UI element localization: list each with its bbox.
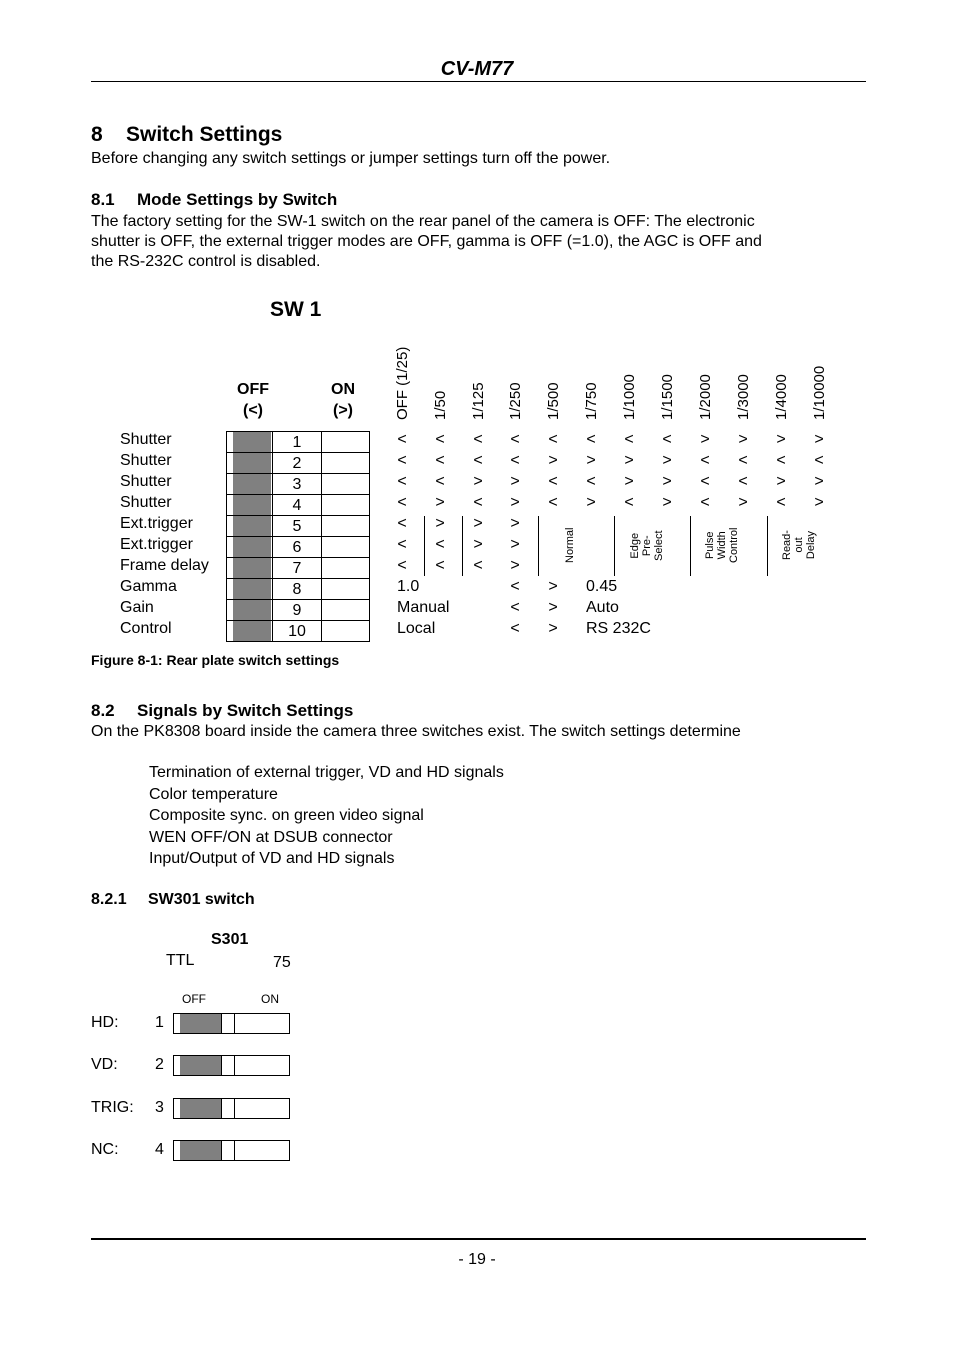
sw1-off-symbol: < (510, 578, 520, 595)
sw1-on-cell (321, 431, 370, 453)
shutter-speed-header: 1/750 (583, 382, 600, 420)
trigger-mode-separator (767, 516, 768, 576)
shutter-setting-cell: < (548, 473, 558, 490)
s301-row-label: NC: (91, 1141, 119, 1158)
s81-line-2: shutter is OFF, the external trigger modes are OFF, gamma is OFF (=1.0), the AGC is OFF and (91, 233, 762, 250)
shutter-setting-cell: < (435, 473, 445, 490)
trigger-setting-cell: > (473, 515, 483, 532)
sw1-row-label: Ext.trigger (120, 536, 193, 553)
shutter-setting-cell: < (397, 452, 407, 469)
shutter-setting-cell: < (700, 473, 710, 490)
shutter-speed-header: 1/125 (470, 382, 487, 420)
subsection-821-heading (91, 891, 255, 909)
trigger-setting-cell: > (510, 557, 520, 574)
s82-item: Termination of external trigger, VD and HD signals (149, 764, 504, 781)
subsection-82-number: 8.2 (91, 701, 115, 720)
shutter-setting-cell: < (700, 494, 710, 511)
subsection-81-title: Mode Settings by Switch (137, 190, 338, 209)
sw1-on-header (318, 379, 368, 421)
s301-divider (221, 1013, 222, 1034)
trigger-setting-cell: < (473, 557, 483, 574)
shutter-speed-header: 1/1000 (621, 374, 638, 420)
s301-switch-actuator (180, 1014, 221, 1033)
sw1-switch-number: 9 (272, 599, 322, 621)
shutter-setting-cell: > (624, 473, 634, 490)
section-intro: Before changing any switch settings or jumper settings turn off the power. (91, 150, 611, 167)
s301-divider (234, 1098, 235, 1119)
shutter-speed-header: 1/10000 (811, 365, 828, 420)
shutter-setting-cell: < (814, 452, 824, 469)
sw1-switch-number: 3 (272, 473, 322, 495)
trigger-setting-cell: < (435, 536, 445, 553)
sw1-switch-number: 4 (272, 494, 322, 516)
s82-item: Composite sync. on green video signal (149, 807, 424, 824)
shutter-setting-cell: < (738, 473, 748, 490)
sw1-on-symbol: (>) (333, 402, 353, 419)
sw1-switch-actuator (233, 516, 271, 536)
trigger-setting-cell: > (510, 515, 520, 532)
shutter-setting-cell: < (473, 452, 483, 469)
s301-off-label: OFF (182, 992, 206, 1006)
shutter-setting-cell: < (548, 431, 558, 448)
sw1-switch-number: 1 (272, 431, 322, 453)
shutter-setting-cell: < (586, 473, 596, 490)
s301-switch-actuator (180, 1141, 221, 1160)
sw1-switch-actuator (233, 558, 271, 578)
s301-75-label: 75 (273, 954, 291, 971)
sw1-on-cell (321, 578, 370, 600)
section-heading (91, 123, 282, 147)
shutter-setting-cell: < (624, 431, 634, 448)
subsection-821-number: 8.2.1 (91, 891, 127, 908)
shutter-setting-cell: > (435, 494, 445, 511)
sw1-on-label: ON (331, 381, 355, 398)
shutter-setting-cell: > (548, 452, 558, 469)
trigger-mode-separator (690, 516, 691, 576)
shutter-setting-cell: > (700, 431, 710, 448)
trigger-mode-label: Normal (564, 527, 576, 563)
shutter-speed-header: OFF (1/25) (394, 346, 411, 420)
trigger-setting-cell: < (397, 557, 407, 574)
sw1-row-label: Gain (120, 599, 154, 616)
s301-switch-actuator (180, 1099, 221, 1118)
sw1-row-label: Control (120, 620, 172, 637)
sw1-row-label: Ext.trigger (120, 515, 193, 532)
trigger-setting-cell: > (473, 536, 483, 553)
shutter-speed-header: 1/1500 (659, 374, 676, 420)
trigger-mode-separator (614, 516, 615, 576)
trigger-setting-cell: > (435, 515, 445, 532)
sw1-row-label: Shutter (120, 452, 172, 469)
sw1-switch-number: 8 (272, 578, 322, 600)
sw1-row-label: Shutter (120, 431, 172, 448)
s81-line-1: The factory setting for the SW-1 switch on the rear panel of the camera is OFF: The electronic (91, 213, 755, 230)
sw1-on-value: RS 232C (586, 620, 651, 637)
sw1-off-label: OFF (237, 381, 269, 398)
shutter-setting-cell: > (814, 473, 824, 490)
document-title: CV-M77 (440, 58, 514, 80)
sw1-title: SW 1 (270, 298, 322, 321)
subsection-82-title: Signals by Switch Settings (137, 701, 354, 720)
s301-row-label: TRIG: (91, 1099, 134, 1116)
sw1-switch-number: 10 (272, 620, 322, 642)
shutter-speed-header: 1/2000 (697, 374, 714, 420)
sw1-off-value: Manual (397, 599, 450, 616)
trigger-mode-label: Read- out Delay (781, 530, 817, 560)
shutter-setting-cell: < (473, 494, 483, 511)
shutter-setting-cell: > (814, 494, 824, 511)
shutter-speed-header: 1/4000 (773, 374, 790, 420)
sw1-on-cell (321, 494, 370, 516)
sw1-on-symbol: > (548, 620, 558, 637)
sw1-on-cell (321, 620, 370, 642)
s301-row-label: HD: (91, 1014, 119, 1031)
sw1-on-cell (321, 557, 370, 579)
shutter-setting-cell: > (473, 473, 483, 490)
shutter-setting-cell: > (662, 473, 672, 490)
subsection-81-number: 8.1 (91, 190, 115, 209)
shutter-setting-cell: > (662, 452, 672, 469)
sw1-off-symbol: < (510, 620, 520, 637)
trigger-setting-cell: < (397, 536, 407, 553)
s301-divider (221, 1055, 222, 1076)
trigger-mode-label: Edge Pre- Select (629, 529, 665, 561)
page-number: - 19 - (458, 1251, 496, 1268)
shutter-setting-cell: < (510, 452, 520, 469)
s301-divider (234, 1055, 235, 1076)
shutter-setting-cell: < (738, 452, 748, 469)
shutter-setting-cell: < (776, 494, 786, 511)
sw1-row-label: Shutter (120, 473, 172, 490)
shutter-speed-header: 1/3000 (735, 374, 752, 420)
shutter-setting-cell: > (662, 494, 672, 511)
s301-row-number: 4 (155, 1141, 164, 1158)
s301-divider (221, 1098, 222, 1119)
s82-item: Color temperature (149, 786, 278, 803)
sw1-switch-actuator (233, 432, 271, 452)
section-title: Switch Settings (126, 123, 283, 146)
sw1-on-cell (321, 536, 370, 558)
s82-intro: On the PK8308 board inside the camera three switches exist. The switch settings determine (91, 723, 741, 740)
shutter-speed-header: 1/500 (545, 382, 562, 420)
sw1-off-symbol: (<) (243, 402, 263, 419)
trigger-mode-separator (538, 516, 539, 576)
sw1-switch-number: 5 (272, 515, 322, 537)
s301-row-number: 1 (155, 1014, 164, 1031)
shutter-setting-cell: > (776, 431, 786, 448)
footer-rule (91, 1238, 866, 1240)
shutter-setting-cell: < (435, 431, 445, 448)
s301-divider (234, 1140, 235, 1161)
s301-divider (221, 1140, 222, 1161)
shutter-setting-cell: > (814, 431, 824, 448)
figure-caption: Figure 8-1: Rear plate switch settings (91, 652, 340, 668)
shutter-setting-cell: < (586, 431, 596, 448)
shutter-setting-cell: < (548, 494, 558, 511)
sw1-on-cell (321, 599, 370, 621)
s301-row-number: 3 (155, 1099, 164, 1116)
sw1-switch-number: 6 (272, 536, 322, 558)
shutter-setting-cell: < (435, 452, 445, 469)
shutter-setting-cell: < (700, 452, 710, 469)
s82-item: Input/Output of VD and HD signals (149, 850, 395, 867)
sw1-off-value: 1.0 (397, 578, 420, 595)
sw1-switch-actuator (233, 453, 271, 473)
shutter-setting-cell: < (397, 431, 407, 448)
sw1-switch-actuator (233, 621, 271, 641)
shutter-setting-cell: < (662, 431, 672, 448)
sw1-off-value: Local (397, 620, 436, 637)
sw1-on-value: Auto (586, 599, 619, 616)
trigger-mode-separator (424, 516, 425, 576)
subsection-821-title: SW301 switch (148, 891, 255, 908)
trigger-mode-label: Pulse Width Control (704, 527, 740, 563)
trigger-setting-cell: > (510, 536, 520, 553)
shutter-setting-cell: < (473, 431, 483, 448)
sw1-row-label: Gamma (120, 578, 177, 595)
s81-line-3: the RS-232C control is disabled. (91, 253, 321, 270)
s301-row-number: 2 (155, 1056, 164, 1073)
sw1-off-symbol: < (510, 599, 520, 616)
shutter-setting-cell: < (510, 431, 520, 448)
s301-ttl-label: TTL (166, 952, 195, 969)
subsection-81-heading (91, 190, 337, 210)
shutter-setting-cell: < (624, 494, 634, 511)
shutter-setting-cell: > (624, 452, 634, 469)
shutter-setting-cell: < (776, 452, 786, 469)
shutter-setting-cell: > (586, 494, 596, 511)
sw1-row-label: Frame delay (120, 557, 209, 574)
shutter-setting-cell: < (397, 494, 407, 511)
s301-row-label: VD: (91, 1056, 118, 1073)
section-number: 8 (91, 123, 103, 146)
sw1-switch-actuator (233, 474, 271, 494)
sw1-switch-number: 2 (272, 452, 322, 474)
s82-item: WEN OFF/ON at DSUB connector (149, 829, 393, 846)
s301-on-label: ON (261, 992, 279, 1006)
s301-divider (234, 1013, 235, 1034)
trigger-setting-cell: < (397, 515, 407, 532)
sw1-on-cell (321, 452, 370, 474)
shutter-setting-cell: > (776, 473, 786, 490)
sw1-on-symbol: > (548, 578, 558, 595)
sw1-on-cell (321, 473, 370, 495)
sw1-on-value: 0.45 (586, 578, 618, 595)
sw1-on-symbol: > (548, 599, 558, 616)
sw1-switch-actuator (233, 600, 271, 620)
shutter-setting-cell: > (510, 494, 520, 511)
shutter-speed-header: 1/250 (507, 382, 524, 420)
shutter-setting-cell: > (586, 452, 596, 469)
shutter-setting-cell: > (510, 473, 520, 490)
sw1-row-label: Shutter (120, 494, 172, 511)
sw1-switch-number: 7 (272, 557, 322, 579)
trigger-mode-separator (462, 516, 463, 576)
sw1-on-cell (321, 515, 370, 537)
shutter-setting-cell: > (738, 494, 748, 511)
shutter-setting-cell: > (738, 431, 748, 448)
sw1-switch-actuator (233, 579, 271, 599)
shutter-speed-header: 1/50 (432, 390, 449, 420)
s301-switch-actuator (180, 1056, 221, 1075)
sw1-switch-actuator (233, 495, 271, 515)
sw1-off-header (228, 379, 278, 421)
sw1-switch-actuator (233, 537, 271, 557)
s301-title: S301 (211, 931, 249, 948)
header-rule (91, 81, 866, 82)
subsection-82-heading (91, 701, 353, 721)
trigger-setting-cell: < (435, 557, 445, 574)
shutter-setting-cell: < (397, 473, 407, 490)
